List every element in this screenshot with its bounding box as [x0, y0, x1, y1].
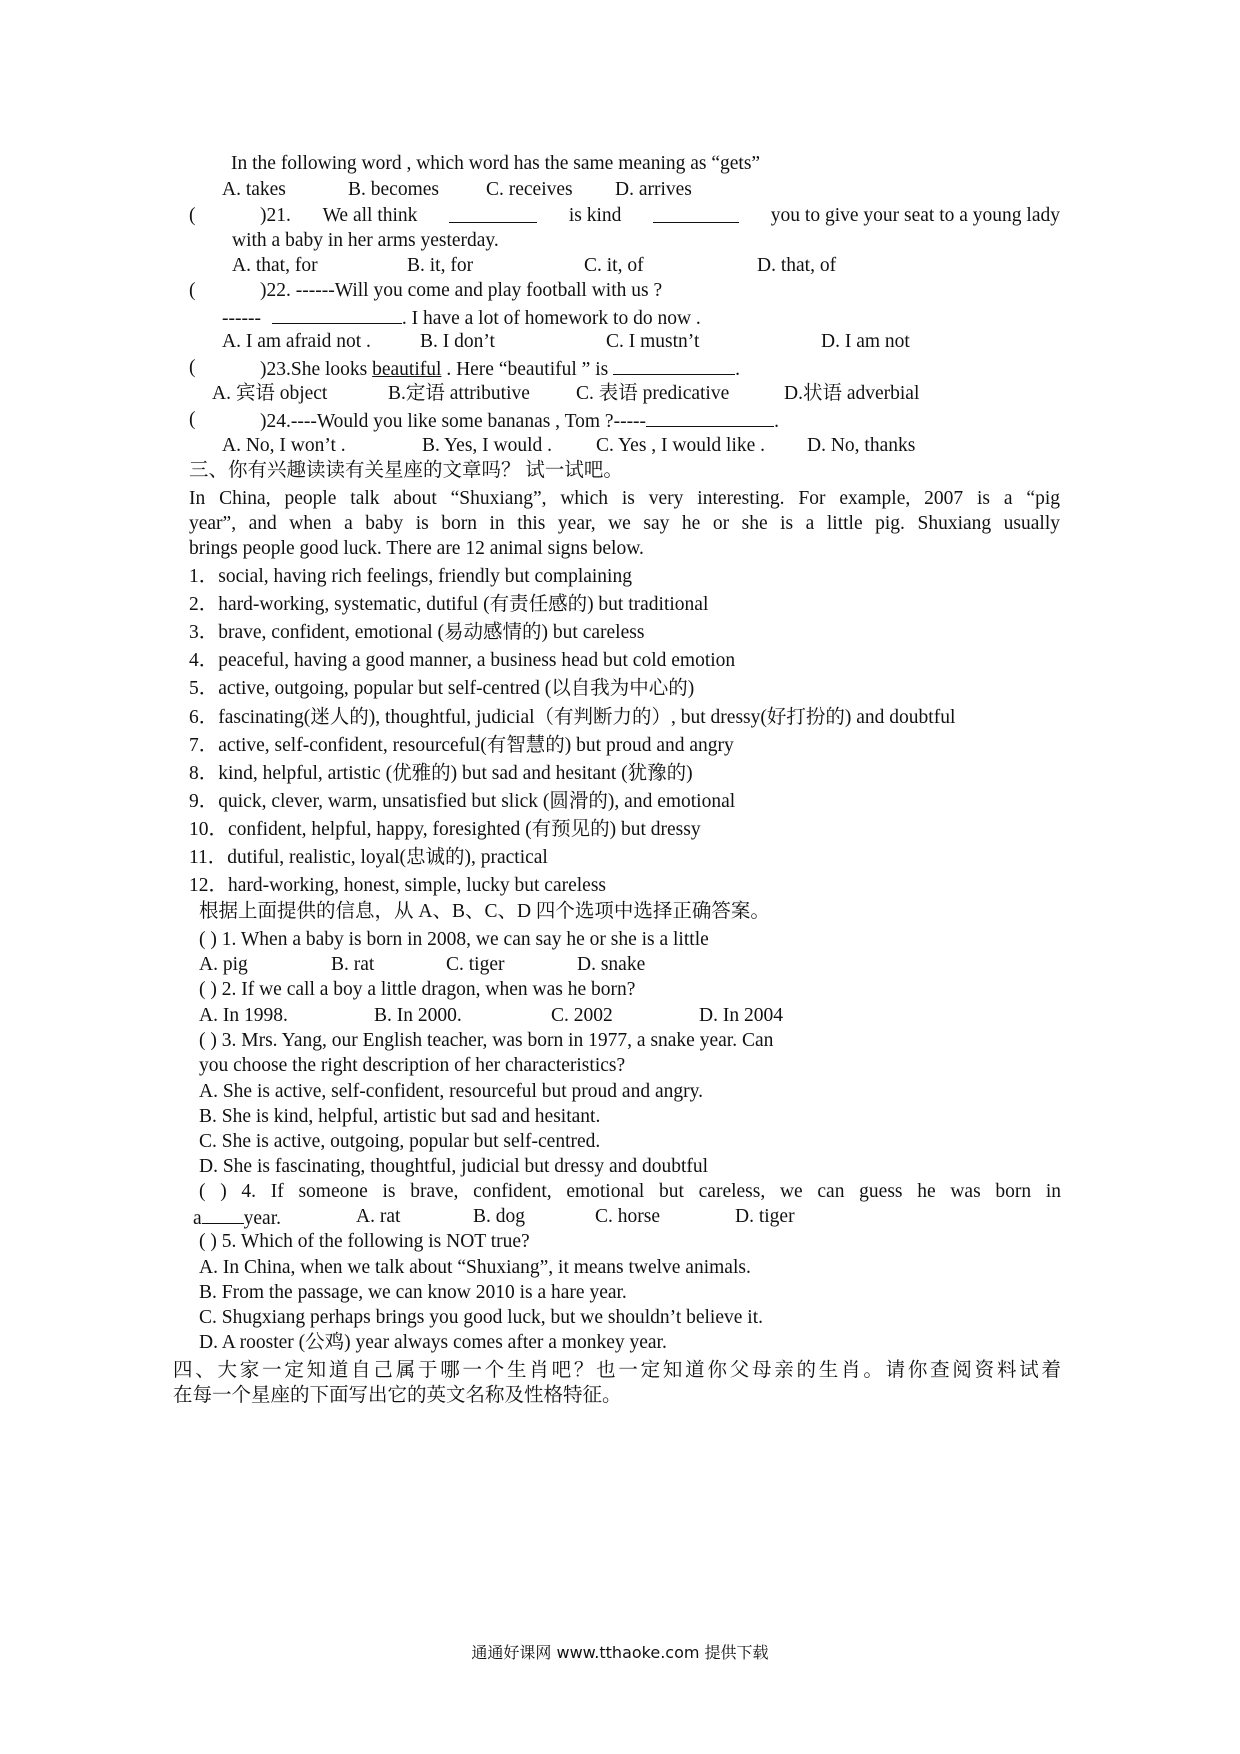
q24-paren: (: [189, 409, 196, 430]
rq3-option-a: A. She is active, self-confident, resourceful but proud and angry.: [199, 1081, 703, 1102]
rq2-option-a: A. In 1998.: [199, 1005, 288, 1026]
rq1-stem: ( ) 1. When a baby is born in 2008, we can say he or she is a little: [199, 929, 709, 950]
sign-item: 8．kind, helpful, artistic (优雅的) but sad and hesitant (犹豫的): [189, 763, 693, 784]
q23-underlined-word: beautiful: [372, 359, 442, 380]
sign-item: 9．quick, clever, warm, unsatisfied but slick (圆滑的), and emotional: [189, 791, 736, 812]
section3-paragraph-line2: year”, and when a baby is born in this year, we say he or she is a little pig. Shuxiang usually: [189, 513, 1060, 534]
q24-option-c: C. Yes , I would like .: [596, 435, 766, 456]
q21-blank-2[interactable]: [653, 204, 739, 223]
rq4-answer-line: [193, 1205, 281, 1231]
q24-stem: [260, 408, 779, 434]
rq4-option-a: A. rat: [356, 1206, 401, 1227]
rq3-option-c: C. She is active, outgoing, popular but self-centred.: [199, 1131, 601, 1152]
rq4-blank[interactable]: [202, 1205, 244, 1224]
q21-option-d: D. that, of: [757, 255, 837, 276]
sign-item: 7．active, self-confident, resourceful(有智慧的) but proud and angry: [189, 735, 734, 756]
rq4-option-c: C. horse: [595, 1206, 660, 1227]
q20-option-d: D. arrives: [615, 179, 692, 200]
section3-instruction: 根据上面提供的信息，从 A、B、C、D 四个选项中选择正确答案。: [199, 901, 770, 922]
q21-option-b: B. it, for: [407, 255, 474, 276]
q23-option-a: A. 宾语 object: [212, 383, 328, 404]
rq1-option-c: C. tiger: [446, 954, 505, 975]
q22-resp-prefix: ------: [222, 308, 261, 329]
q21-option-a: A. that, for: [232, 255, 318, 276]
rq2-option-d: D. In 2004: [699, 1005, 783, 1026]
q22-option-d: D. I am not: [821, 331, 910, 352]
q23-end: .: [735, 359, 740, 380]
sign-item: 11．dutiful, realistic, loyal(忠诚的), practical: [189, 847, 548, 868]
sign-item: 4．peaceful, having a good manner, a business head but cold emotion: [189, 650, 736, 671]
rq3-stem-line2: you choose the right description of her characteristics?: [199, 1055, 626, 1076]
sign-item: 12．hard-working, honest, simple, lucky but careless: [189, 875, 606, 896]
rq3-option-b: B. She is kind, helpful, artistic but sad and hesitant.: [199, 1106, 601, 1127]
sign-item: 5．active, outgoing, popular but self-centred (以自我为中心的): [189, 678, 695, 699]
rq2-option-b: B. In 2000.: [374, 1005, 462, 1026]
rq4-suffix: year.: [243, 1208, 282, 1229]
rq2-stem: ( ) 2. If we call a boy a little dragon, when was he born?: [199, 979, 636, 1000]
rq4-option-b: B. dog: [473, 1206, 526, 1227]
rq5-option-b: B. From the passage, we can know 2010 is a hare year.: [199, 1282, 627, 1303]
q20-option-c: C. receives: [486, 179, 573, 200]
rq5-option-c: C. Shugxiang perhaps brings you good luck, but we shouldn’t believe it.: [199, 1307, 763, 1328]
rq5-option-d: D. A rooster (公鸡) year always comes after a monkey year.: [199, 1332, 667, 1353]
q22-resp-suffix: . I have a lot of homework to do now .: [401, 308, 701, 329]
q22-response: [222, 305, 701, 331]
q24-blank[interactable]: [646, 408, 774, 427]
rq3-stem: ( ) 3. Mrs. Yang, our English teacher, was born in 1977, a snake year. Can: [199, 1030, 774, 1051]
q24-option-d: D. No, thanks: [807, 435, 916, 456]
section3-heading: 三、你有兴趣读读有关星座的文章吗？ 试一试吧。: [189, 460, 623, 481]
q23-option-c: C. 表语 predicative: [576, 383, 730, 404]
q24-option-a: A. No, I won’t .: [222, 435, 346, 456]
q22-paren: (: [189, 280, 196, 301]
q23-blank[interactable]: [613, 356, 735, 375]
rq4-stem: ( ) 4. If someone is brave, confident, emotional but careless, we can guess he was born in: [199, 1181, 1061, 1202]
sign-item: 3．brave, confident, emotional (易动感情的) but careless: [189, 622, 645, 643]
q23-stem-prefix: )23.She looks: [260, 359, 368, 380]
q21-stem-b: is kind: [568, 205, 622, 226]
sign-item: 10．confident, helpful, happy, foresighted (有预见的) but dressy: [189, 819, 701, 840]
q21-stem: [260, 204, 1060, 228]
rq1-option-a: A. pig: [199, 954, 248, 975]
section3-paragraph-line1: In China, people talk about “Shuxiang”, which is very interesting. For example, 2007 is a “pig: [189, 488, 1060, 509]
q20-stem: In the following word , which word has the same meaning as “gets”: [231, 153, 761, 174]
section4-line2: 在每一个星座的下面写出它的英文名称及性格特征。: [173, 1385, 622, 1406]
q20-option-a: A. takes: [222, 179, 286, 200]
q23-paren: (: [189, 357, 196, 378]
section3-paragraph-line3: brings people good luck. There are 12 animal signs below.: [189, 538, 644, 559]
section4-line1: 四、大家一定知道自己属于哪一个生肖吧？也一定知道你父母亲的生肖。请你查阅资料试着: [173, 1360, 1061, 1381]
rq1-option-d: D. snake: [577, 954, 646, 975]
rq1-option-b: B. rat: [331, 954, 375, 975]
q22-option-c: C. I mustn’t: [606, 331, 700, 352]
q24-end: .: [774, 411, 779, 432]
rq4-prefix: a: [193, 1208, 202, 1229]
q22-blank[interactable]: [272, 305, 402, 324]
q22-stem: )22. ------Will you come and play football with us ?: [260, 280, 663, 301]
q21-number: )21.: [260, 205, 291, 226]
rq3-option-d: D. She is fascinating, thoughtful, judicial but dressy and doubtful: [199, 1156, 709, 1177]
q23-option-d: D.状语 adverbial: [784, 383, 920, 404]
q23-option-b: B.定语 attributive: [388, 383, 530, 404]
rq2-option-c: C. 2002: [551, 1005, 613, 1026]
sign-item: 2．hard-working, systematic, dutiful (有责任感的) but traditional: [189, 594, 709, 615]
sign-item: 6．fascinating(迷人的), thoughtful, judicial（有判断力的）, but dressy(好打扮的) and doubtful: [189, 707, 956, 728]
q22-option-a: A. I am afraid not .: [222, 331, 371, 352]
rq4-option-d: D. tiger: [735, 1206, 795, 1227]
q23-stem-mid: . Here “beautiful ” is: [446, 359, 609, 380]
q20-option-b: B. becomes: [348, 179, 439, 200]
q21-blank-1[interactable]: [449, 204, 537, 223]
rq5-stem: ( ) 5. Which of the following is NOT true?: [199, 1231, 530, 1252]
page-footer: 通通好课网 www.tthaoke.com 提供下载: [471, 1643, 769, 1662]
q24-option-b: B. Yes, I would .: [422, 435, 553, 456]
q21-line2: with a baby in her arms yesterday.: [232, 230, 499, 251]
rq5-option-a: A. In China, when we talk about “Shuxiang”, it means twelve animals.: [199, 1257, 751, 1278]
q21-stem-a: We all think: [322, 205, 418, 226]
sign-item: 1．social, having rich feelings, friendly but complaining: [189, 566, 632, 587]
q21-option-c: C. it, of: [584, 255, 644, 276]
q24-stem-text: )24.----Would you like some bananas , Tom ?-----: [260, 411, 647, 432]
q22-option-b: B. I don’t: [420, 331, 495, 352]
q21-stem-c: you to give your seat to a young lady: [770, 205, 1060, 226]
q23-stem: [260, 356, 740, 382]
q21-paren: (: [189, 205, 196, 226]
